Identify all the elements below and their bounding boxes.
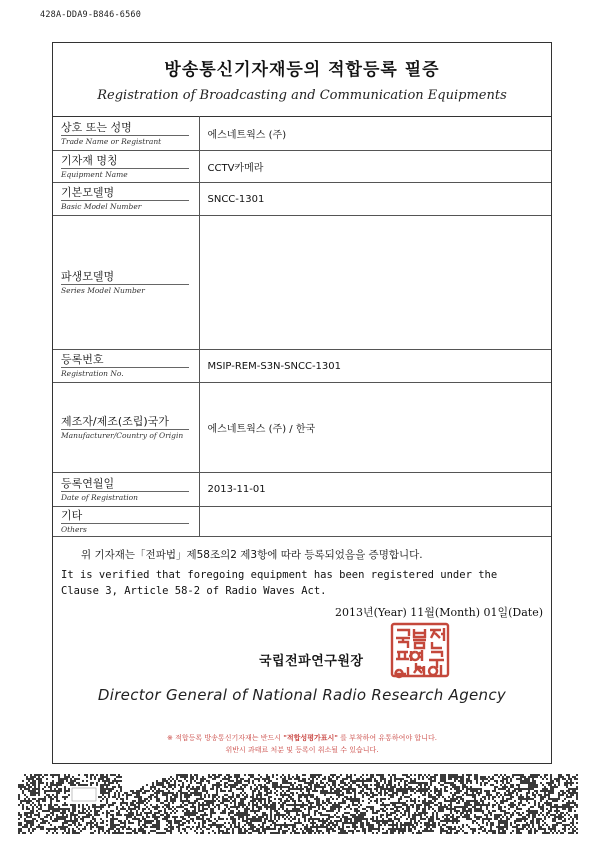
field-label-english: Series Model Number — [61, 284, 189, 296]
field-label-english: Equipment Name — [61, 168, 189, 180]
issue-date: 2013년(Year) 11월(Month) 01일(Date) — [334, 606, 543, 619]
table-row — [53, 383, 551, 473]
field-label — [53, 383, 199, 473]
title-english: Registration of Broadcasting and Communication Equipments — [97, 88, 507, 103]
statement-english: It is verified that foregoing equipment has been registered under the Clause 3, Article 58-2 of Radio Waves Act. — [61, 569, 498, 597]
field-label-english: Date of Registration — [61, 491, 189, 503]
verification-barcode-left — [18, 774, 122, 834]
notice-text: ※ 적합등록 방송통신기자재는 반드시 — [167, 734, 282, 742]
field-label-korean: 제조자/제조(조립)국가 — [61, 414, 169, 428]
field-label-english: Trade Name or Registrant — [61, 135, 189, 147]
field-label-korean: 기본모델명 — [61, 186, 115, 199]
verification-barcode-right — [122, 774, 578, 834]
table-row — [53, 183, 551, 216]
field-value-equipment-name: CCTV카메라 — [199, 151, 551, 183]
title-korean: 방송통신기자재등의 적합등록 필증 — [164, 60, 440, 80]
field-label-english: Basic Model Number — [61, 200, 189, 212]
notice-mark-name: "적합성평가표시" — [283, 734, 338, 742]
table-row — [53, 216, 551, 350]
field-label-korean: 기자재 명칭 — [61, 153, 118, 167]
field-value-basic-model: SNCC-1301 — [199, 183, 551, 216]
field-label-korean: 파생모델명 — [61, 269, 115, 283]
field-label — [53, 117, 199, 151]
field-label — [53, 216, 199, 350]
issuer-english: Director General of National Radio Research Agency — [97, 686, 507, 704]
field-label-korean: 등록번호 — [61, 353, 104, 366]
field-label-english: Others — [61, 523, 189, 535]
notice-line-1 — [53, 733, 551, 743]
registration-table — [53, 116, 551, 537]
notice-line-2: 위반시 과태료 처분 및 등록이 취소될 수 있습니다. — [225, 746, 379, 754]
table-row — [53, 350, 551, 383]
field-value-series-model — [199, 216, 551, 350]
field-label — [53, 473, 199, 507]
field-label-korean: 기타 — [61, 508, 83, 522]
document-id: 428A-DDA9-B846-6560 — [40, 10, 142, 20]
table-row — [53, 473, 551, 507]
field-label — [53, 507, 199, 537]
field-label-korean: 등록연월일 — [61, 476, 115, 490]
field-value-others — [199, 507, 551, 537]
table-row — [53, 151, 551, 183]
table-row — [53, 117, 551, 151]
field-value-registration-no: MSIP-REM-S3N-SNCC-1301 — [199, 350, 551, 383]
field-value-registration-date: 2013-11-01 — [199, 473, 551, 507]
field-label — [53, 183, 199, 216]
official-seal-stamp — [389, 621, 451, 679]
field-label-english: Registration No. — [61, 367, 189, 379]
field-label-korean: 상호 또는 성명 — [61, 120, 132, 134]
field-value-trade-name: 에스네트웍스 (주) — [199, 117, 551, 151]
table-row — [53, 507, 551, 537]
statement-korean: 위 기자재는「전파법」제58조의2 제3항에 따라 등록되었음을 증명합니다. — [81, 549, 423, 561]
field-label — [53, 151, 199, 183]
field-value-manufacturer: 에스네트웍스 (주) / 한국 — [199, 383, 551, 473]
certificate-frame — [52, 42, 552, 764]
notice-text: 를 부착하여 유통하여야 합니다. — [340, 734, 437, 742]
issuer-korean: 국립전파연구원장 — [259, 654, 364, 669]
field-label-english: Manufacturer/Country of Origin — [61, 429, 189, 441]
field-label — [53, 350, 199, 383]
